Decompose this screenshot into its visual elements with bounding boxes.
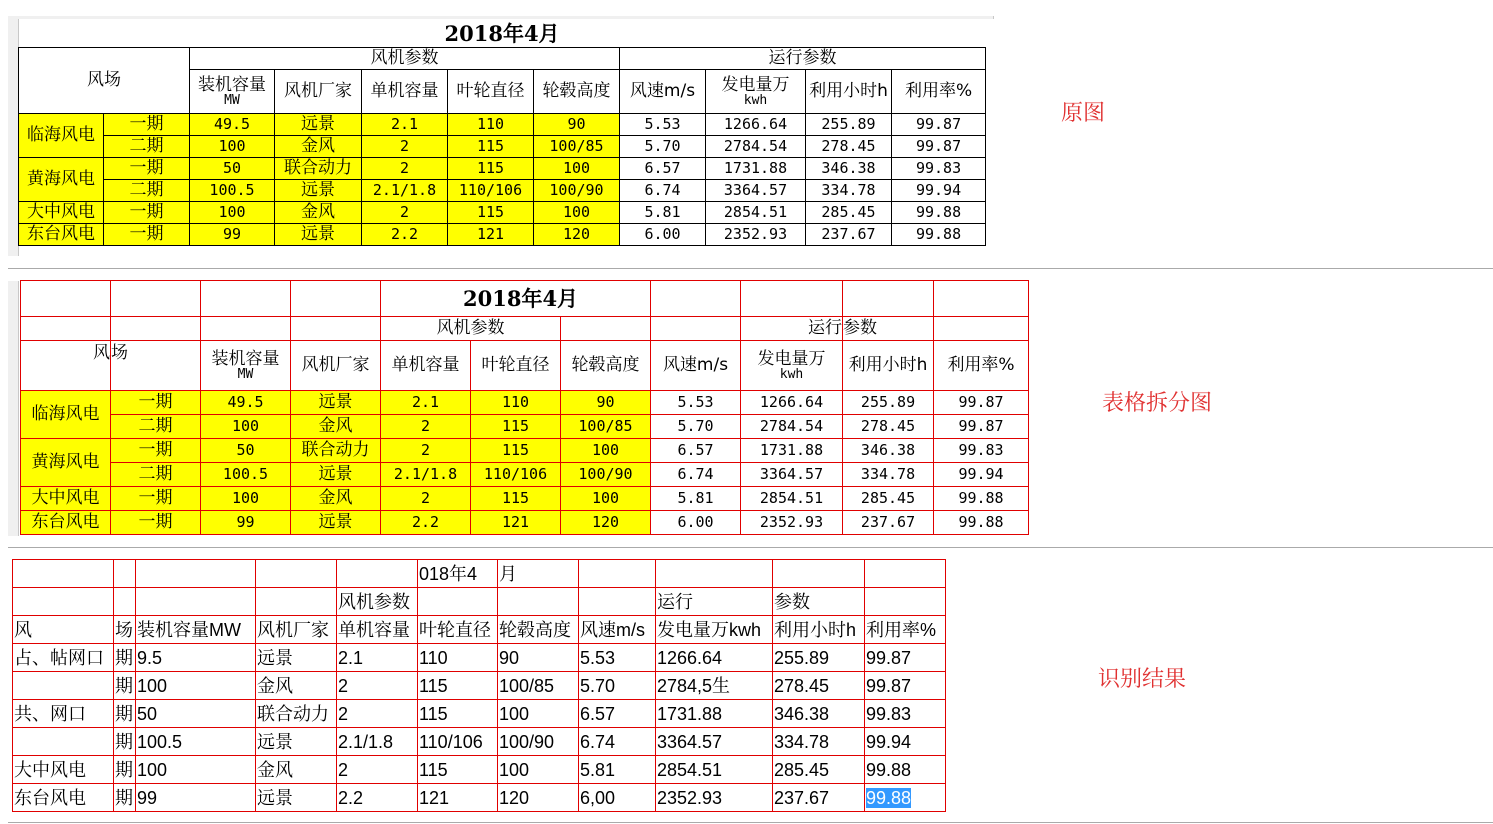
farm-cell: 东台风电 xyxy=(19,224,104,246)
table-row: 黄海风电 一期 50 联合动力 2 115 100 6.57 1731.88 346.38 99.83 xyxy=(21,439,1029,463)
table-row: 临海风电 一期 49.5 远景 2.1 110 90 5.53 1266.64 255.89 99.87 xyxy=(21,391,1029,415)
table-row: 二期 100.5 远景 2.1/1.8 110/106 100/90 6.74 3364.57 334.78 99.94 xyxy=(19,180,986,202)
divider xyxy=(8,547,1493,548)
farm-cell: 黄海风电 xyxy=(21,439,111,487)
farm-cell: 大中风电 xyxy=(21,487,111,511)
farm-cell: 大中风电 xyxy=(19,202,104,224)
split-table-panel xyxy=(20,280,1029,535)
label-split: 表格拆分图 xyxy=(1102,391,1213,416)
table-row: 黄海风电 一期 50 联合动力 2 115 100 6.57 1731.88 346.38 99.83 xyxy=(19,158,986,180)
table-row: 大中风电 期 100 金风 2 115 100 5.81 2854.51 285.45 99.88 xyxy=(13,756,946,784)
header-installed: 装机容量 MW xyxy=(190,70,275,114)
header-gen: 发电量万 kwh xyxy=(706,70,806,114)
farm-cell: 临海风电 xyxy=(21,391,111,439)
recognized-title-a: 018年4 xyxy=(418,560,498,588)
recognized-table-panel xyxy=(12,559,946,812)
table-row: 占、帖网口 期 9.5 远景 2.1 110 90 5.53 1266.64 255.89 99.87 xyxy=(13,644,946,672)
original-table xyxy=(18,19,986,246)
header-hours: 利用小时h xyxy=(806,70,892,114)
header-group-params: 风机参数 xyxy=(190,48,620,70)
farm-cell: 黄海风电 xyxy=(19,158,104,202)
table-row: 二期 100 金风 2 115 100/85 5.70 2784.54 278.45 99.87 xyxy=(21,415,1029,439)
recognized-table: 018年4 月 风机参数 运行 参数 风 场 装机容量MW 风机厂家 单机容量 叶轮直径 轮毂高度 风速m/s 发电量万kwh 利用小时h 利用率% 占、帖网口 期 9.5 远景 2.1 110 90 5.53 1266.64 255.89 99.87 期 100 金风 2 115 100/85 5.70 2784,5生 278.45 99.87 共、网口 期 50 联合动力 2 115 100 6.57 1731.88 346.38 99.83 期 100.5 远景 2.1/1.8 110/106 100/90 6.74 3364.57 334.78 99.94 大中风电 期 100 金风 2 115 100 5.81 2854.51 285.45 99.88 东台风电 期 99 远景 2.2 121 120 6,00 2352.93 237.67 99.88 xyxy=(12,559,946,812)
table-row: 东台风电 期 99 远景 2.2 121 120 6,00 2352.93 237.67 99.88 xyxy=(13,784,946,812)
header-farm: 风场 xyxy=(19,48,190,114)
table-row: 大中风电 一期 100 金风 2 115 100 5.81 2854.51 285.45 99.88 xyxy=(19,202,986,224)
header-hub: 轮毂高度 xyxy=(534,70,620,114)
farm-cell: 东台风电 xyxy=(21,511,111,535)
split-header-group-params: 风机参数 xyxy=(381,317,561,341)
label-recognized: 识别结果 xyxy=(1098,667,1187,692)
table-row: 期 100 金风 2 115 100/85 5.70 2784,5生 278.45 99.87 xyxy=(13,672,946,700)
table-row: 二期 100 金风 2 115 100/85 5.70 2784.54 278.45 99.87 xyxy=(19,136,986,158)
recognized-title-b: 月 xyxy=(498,560,579,588)
table-row: 二期 100.5 远景 2.1/1.8 110/106 100/90 6.74 3364.57 334.78 99.94 xyxy=(21,463,1029,487)
table-title: 2018年4月 xyxy=(19,19,986,48)
table-row: 共、网口 期 50 联合动力 2 115 100 6.57 1731.88 346.38 99.83 xyxy=(13,700,946,728)
header-maker: 风机厂家 xyxy=(275,70,362,114)
label-original: 原图 xyxy=(1061,101,1106,126)
table-row: 临海风电 一期 49.5 远景 2.1 110 90 5.53 1266.64 255.89 99.87 xyxy=(19,114,986,136)
table-row: 大中风电 一期 100 金风 2 115 100 5.81 2854.51 285.45 99.88 xyxy=(21,487,1029,511)
divider xyxy=(8,268,1493,269)
header-group-ops: 运行参数 xyxy=(620,48,986,70)
spreadsheet-row-gutter xyxy=(8,281,19,536)
farm-cell: 临海风电 xyxy=(19,114,104,158)
recognized-header-row: 风 场 装机容量MW 风机厂家 单机容量 叶轮直径 轮毂高度 风速m/s 发电量万kwh 利用小时h 利用率% xyxy=(13,616,946,644)
original-table-panel xyxy=(18,19,986,246)
selected-cell[interactable]: 99.88 xyxy=(865,784,946,812)
table-row: 东台风电 一期 99 远景 2.2 121 120 6.00 2352.93 237.67 99.88 xyxy=(21,511,1029,535)
split-title: 2018年4月 xyxy=(381,281,651,317)
header-rotor: 叶轮直径 xyxy=(448,70,534,114)
split-table: 2018年4月 风机参数 运行 参数 风 场 装机容量 MW 风机厂家 单机容量 叶轮直径 轮毂高度 风速m/s 发电量万 kwh 利用小时h 利用率% 临海风电 一期 49.5 远景 2.1 110 90 5.53 1266.64 255.89 99.87 二期 100 金风 2 115 100/85 5.70 2784.54 278.45 99.87 黄海风电 一期 50 联合动力 2 115 100 6.57 1731.88 346.38 99.83 二期 100.5 远景 2.1/1.8 110/106 100/90 6.74 3364.57 334.78 99.94 大中风电 一期 100 金风 2 115 100 5.81 2854.51 285.45 99.88 东台风电 一期 99 远景 2.2 121 120 6.00 2352.93 237.67 99.88 xyxy=(20,280,1029,535)
header-unit-cap: 单机容量 xyxy=(362,70,448,114)
divider xyxy=(8,822,1493,823)
table-row: 期 100.5 远景 2.1/1.8 110/106 100/90 6.74 3364.57 334.78 99.94 xyxy=(13,728,946,756)
table-row: 东台风电 一期 99 远景 2.2 121 120 6.00 2352.93 237.67 99.88 xyxy=(19,224,986,246)
header-rate: 利用率% xyxy=(892,70,986,114)
header-wind: 风速m/s xyxy=(620,70,706,114)
